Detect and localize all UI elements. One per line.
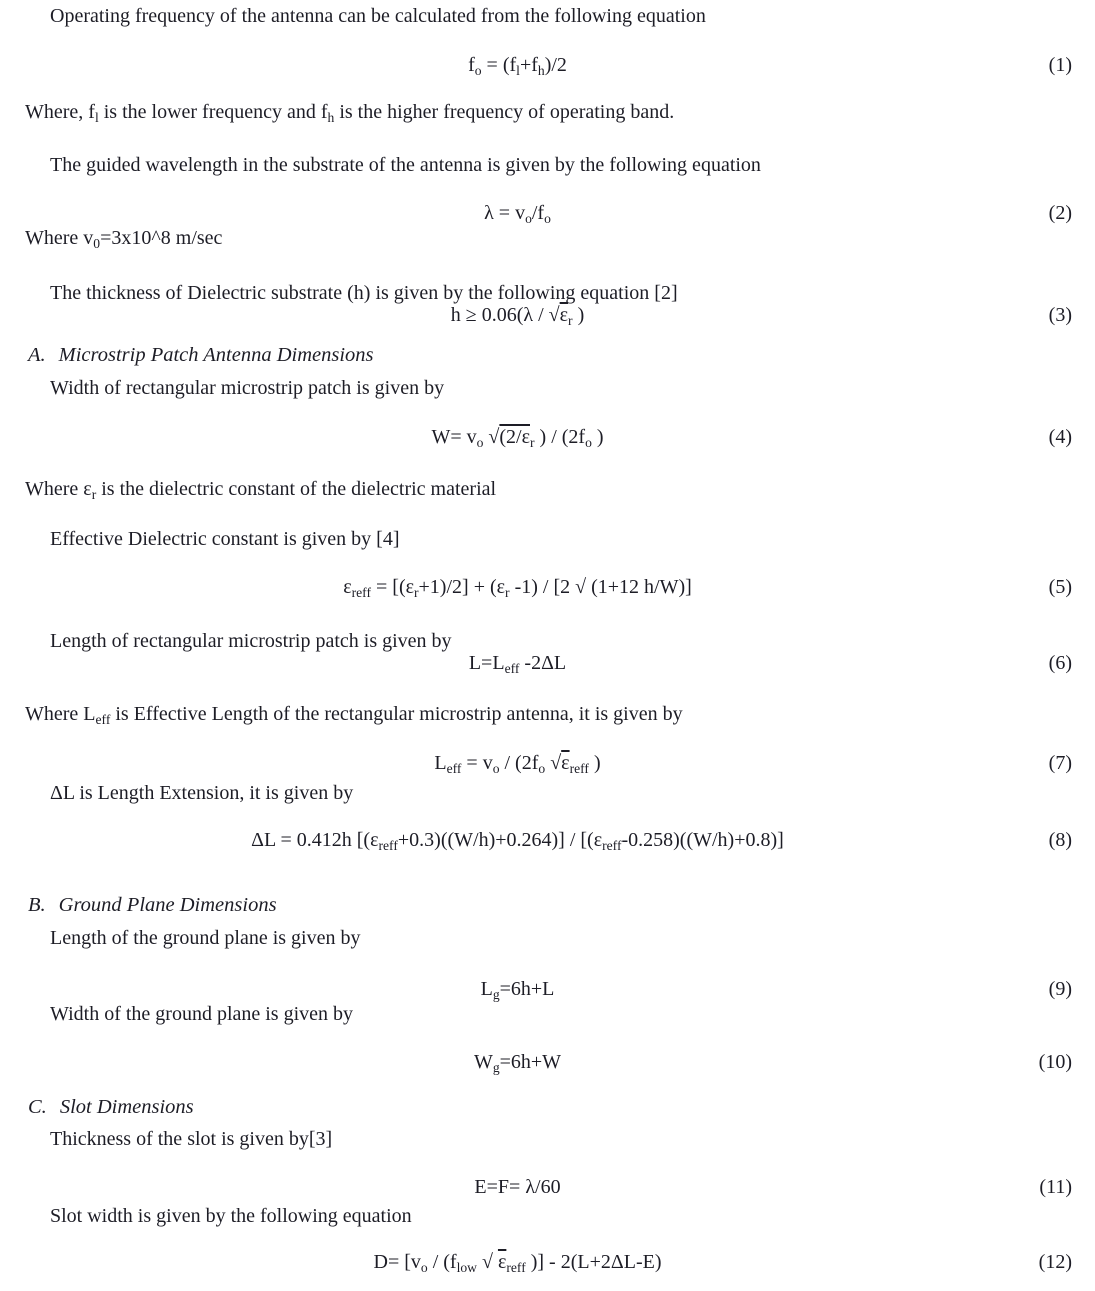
equation-number: (3)	[1048, 304, 1072, 326]
paragraph-11: ΔL is Length Extension, it is given by	[50, 782, 354, 804]
paragraph-7: Where $\varepsilon_r$ is the dielectric constant of the dielectric material	[25, 478, 497, 502]
equation-number: (8)	[1048, 829, 1072, 851]
equation-text: $D= [v_o / (f_{low}$ √ $\varepsilon_{reff}$ )] - 2(L+2ΔL-E)	[373, 1251, 662, 1275]
paragraph-4: Where $v_0=3x10\^{}8$ m/sec	[25, 227, 223, 251]
equation-row-5	[0, 575, 1095, 599]
equation-number: (1)	[1048, 54, 1072, 76]
equation-row-6	[0, 651, 1095, 675]
equation-row-7	[0, 751, 1095, 775]
paragraph-2: Where, $f_l$ is the lower frequency and $f_h$ is the higher frequency of operating band.	[25, 101, 675, 125]
equation-number: (12)	[1038, 1251, 1072, 1273]
equation-row-11	[0, 1175, 1095, 1199]
equation-text: $f_o = (f_l+f_h)/2$	[468, 54, 567, 78]
equation-text: $L=L_{eff}$ -2ΔL	[468, 652, 567, 676]
equation-text: $\varepsilon_{reff} = [(\varepsilon_r+1)/2] + (\varepsilon_r$ -1) / [2 √ (1+12 h/W)]	[343, 576, 692, 600]
paragraph-8: Effective Dielectric constant is given by [4]	[50, 528, 400, 550]
equation-text: $h \ge 0.06(\lambda / √\varepsilon_r$ )	[450, 304, 585, 328]
paragraph-12: Length of the ground plane is given by	[50, 927, 361, 949]
equation-number: (11)	[1039, 1176, 1072, 1198]
equation-number: (5)	[1048, 576, 1072, 598]
section-heading-2: B. Ground Plane Dimensions	[28, 894, 277, 916]
section-heading-1: A. Microstrip Patch Antenna Dimensions	[28, 344, 374, 366]
equation-number: (7)	[1048, 752, 1072, 774]
paragraph-6: Width of rectangular microstrip patch is given by	[50, 377, 445, 399]
equation-number: (2)	[1048, 202, 1072, 224]
equation-row-4	[0, 425, 1095, 449]
equation-text: $\lambda = v_o/f_o$	[484, 202, 551, 226]
paragraph-3: The guided wavelength in the substrate of the antenna is given by the following equation	[50, 154, 761, 176]
paragraph-14: Thickness of the slot is given by[3]	[50, 1128, 333, 1150]
paragraph-9: Length of rectangular microstrip patch is given by	[50, 630, 452, 652]
paragraph-10: Where $L_{eff}$ is Effective Length of the rectangular microstrip antenna, it is given by	[25, 703, 683, 727]
equation-text: E=F= λ/60	[474, 1176, 561, 1198]
paragraph-13: Width of the ground plane is given by	[50, 1003, 354, 1025]
equation-row-2	[0, 201, 1095, 225]
equation-row-9	[0, 977, 1095, 1001]
equation-text: ΔL = 0.412h $[(\varepsilon_{reff}+0.3)((W/h)+0.264)] / [(\varepsilon_{reff}-0.258)((W/h)+0.8)]$	[251, 829, 784, 853]
equation-text: $W= v_o$ $√(2/\varepsilon_r$ ) / ($2f_o$ )	[431, 426, 604, 450]
paragraph-1: Operating frequency of the antenna can be calculated from the following equation	[50, 5, 706, 27]
equation-number: (4)	[1048, 426, 1072, 448]
equation-text: $L_g=6h+L$	[480, 978, 555, 1002]
equation-row-10	[0, 1050, 1095, 1074]
section-heading-3: C. Slot Dimensions	[28, 1096, 194, 1118]
equation-row-8	[0, 828, 1095, 852]
paragraph-15: Slot width is given by the following equation	[50, 1205, 412, 1227]
equation-number: (9)	[1048, 978, 1072, 1000]
equation-row-1	[0, 53, 1095, 77]
paragraph-5: The thickness of Dielectric substrate (h) is given by the following equation [2]	[50, 282, 678, 304]
equation-row-3	[0, 303, 1095, 327]
equation-text: $L_{eff} = v_o / (2f_o$ $√\varepsilon_{reff}$ )	[434, 752, 601, 776]
equation-text: $W_g=6h+W$	[473, 1051, 562, 1075]
equation-number: (10)	[1038, 1051, 1072, 1073]
equation-number: (6)	[1048, 652, 1072, 674]
equation-row-12	[0, 1250, 1095, 1274]
